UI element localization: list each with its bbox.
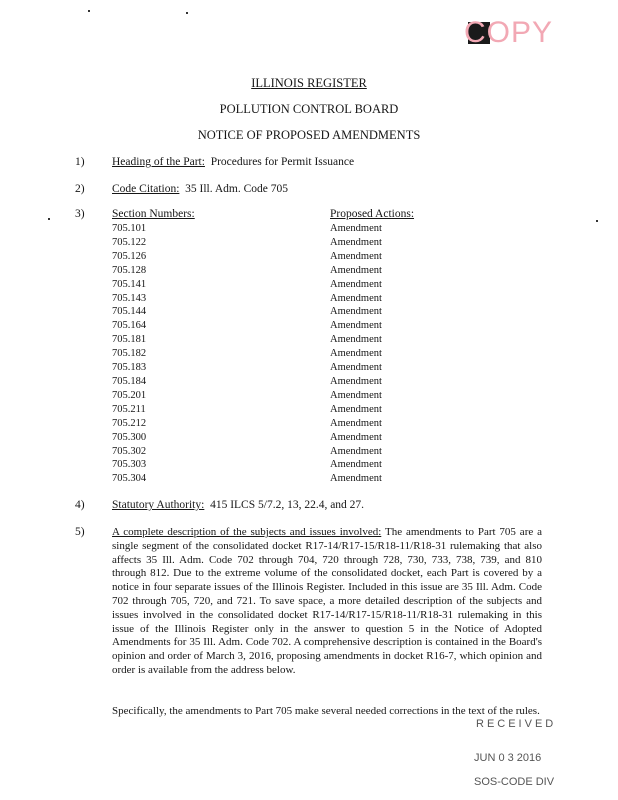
received-stamp-label: RECEIVED bbox=[476, 718, 557, 730]
item-heading: Heading of the Part: Procedures for Permit Issuance bbox=[112, 156, 355, 168]
received-stamp-office: SOS-CODE DIV bbox=[474, 776, 555, 788]
register-title: ILLINOIS REGISTER bbox=[251, 76, 367, 90]
section-number: 705.144 bbox=[112, 306, 147, 318]
proposed-action: Amendment bbox=[330, 431, 382, 443]
section-numbers-label: Section Numbers: bbox=[112, 208, 195, 220]
proposed-action: Amendment bbox=[330, 264, 382, 276]
section-number: 705.183 bbox=[112, 362, 147, 374]
received-stamp-date: JUN 0 3 2016 bbox=[474, 752, 542, 764]
section-number: 705.181 bbox=[112, 334, 147, 346]
section-number: 705.126 bbox=[112, 250, 147, 262]
section-number: 705.143 bbox=[112, 292, 147, 304]
proposed-action: Amendment bbox=[330, 292, 382, 304]
section-number: 705.303 bbox=[112, 459, 147, 471]
section-number: 705.302 bbox=[112, 445, 147, 457]
item-code-citation: Code Citation: 35 Ill. Adm. Code 705 bbox=[112, 183, 289, 195]
proposed-action: Amendment bbox=[330, 459, 382, 471]
section-number: 705.164 bbox=[112, 320, 147, 332]
item-number: 1) bbox=[75, 156, 85, 168]
proposed-actions-label: Proposed Actions: bbox=[330, 208, 415, 220]
proposed-action: Amendment bbox=[330, 348, 382, 360]
section-number: 705.211 bbox=[112, 403, 146, 415]
item-number: 5) bbox=[75, 526, 85, 538]
section-number: 705.300 bbox=[112, 431, 147, 443]
proposed-action: Amendment bbox=[330, 320, 382, 332]
proposed-action: Amendment bbox=[330, 362, 382, 374]
proposed-action: Amendment bbox=[330, 389, 382, 401]
proposed-action: Amendment bbox=[330, 223, 382, 234]
section-number: 705.141 bbox=[112, 278, 147, 290]
section-number: 705.304 bbox=[112, 473, 147, 485]
specifically-paragraph: Specifically, the amendments to Part 705 make several needed corrections in the text of the rules. bbox=[112, 705, 540, 717]
section-number: 705.184 bbox=[112, 375, 147, 387]
item-statutory-authority: Statutory Authority: 415 ILCS 5/7.2, 13, 22.4, and 27. bbox=[112, 499, 365, 511]
proposed-action: Amendment bbox=[330, 403, 382, 415]
proposed-action: Amendment bbox=[330, 375, 382, 387]
section-number: 705.201 bbox=[112, 389, 147, 401]
proposed-action: Amendment bbox=[330, 445, 382, 457]
item-number: 4) bbox=[75, 499, 85, 511]
board-title: POLLUTION CONTROL BOARD bbox=[219, 102, 399, 116]
item-number: 2) bbox=[75, 183, 85, 195]
section-number: 705.101 bbox=[112, 223, 147, 234]
notice-title: NOTICE OF PROPOSED AMENDMENTS bbox=[197, 128, 421, 142]
proposed-action: Amendment bbox=[330, 278, 382, 290]
description-paragraph: A complete description of the subjects and issues involved: The amendments to Part 705 are a single segment of the consolidated docket R17-14/R17-15/R18-11/R18-31 rulemaking that also affects 35 Ill. Adm. Code 702 through 704, 720 through 728, 730, 733, 738, 739, and 810 through 812. Due to the extreme volume of the consolidated docket, each Part is covered by a notice in four separate issues of the Illinois Register. Included in this issue are 35 Ill. Adm. Code 702 through 705, 720, and 721. To save space, a more detailed description of the subjects and issues involved in the consolidated docket R17-14/R17-15/R18-11/R18-31 rulemaking in this issue of the Illinois Register only in the answer to question 5 in the Notice of Adopted Amendments for 35 Ill. Adm. Code 702. A comprehensive description is contained in the Board's opinion and order of March 3, 2016, proposing amendments in docket R16-7, which opinion and order is available from the address below. bbox=[112, 526, 542, 676]
section-number: 705.128 bbox=[112, 264, 147, 276]
item-number: 3) bbox=[75, 208, 85, 220]
proposed-action: Amendment bbox=[330, 417, 382, 429]
proposed-action: Amendment bbox=[330, 473, 382, 485]
section-number: 705.212 bbox=[112, 417, 147, 429]
copy-stamp: COPY bbox=[464, 16, 554, 49]
proposed-action: Amendment bbox=[330, 306, 382, 318]
proposed-action: Amendment bbox=[330, 236, 382, 248]
proposed-action-list bbox=[330, 222, 382, 486]
proposed-action: Amendment bbox=[330, 250, 382, 262]
section-number: 705.122 bbox=[112, 236, 147, 248]
proposed-action: Amendment bbox=[330, 334, 382, 346]
section-number: 705.182 bbox=[112, 348, 147, 360]
section-number-list bbox=[112, 222, 146, 486]
